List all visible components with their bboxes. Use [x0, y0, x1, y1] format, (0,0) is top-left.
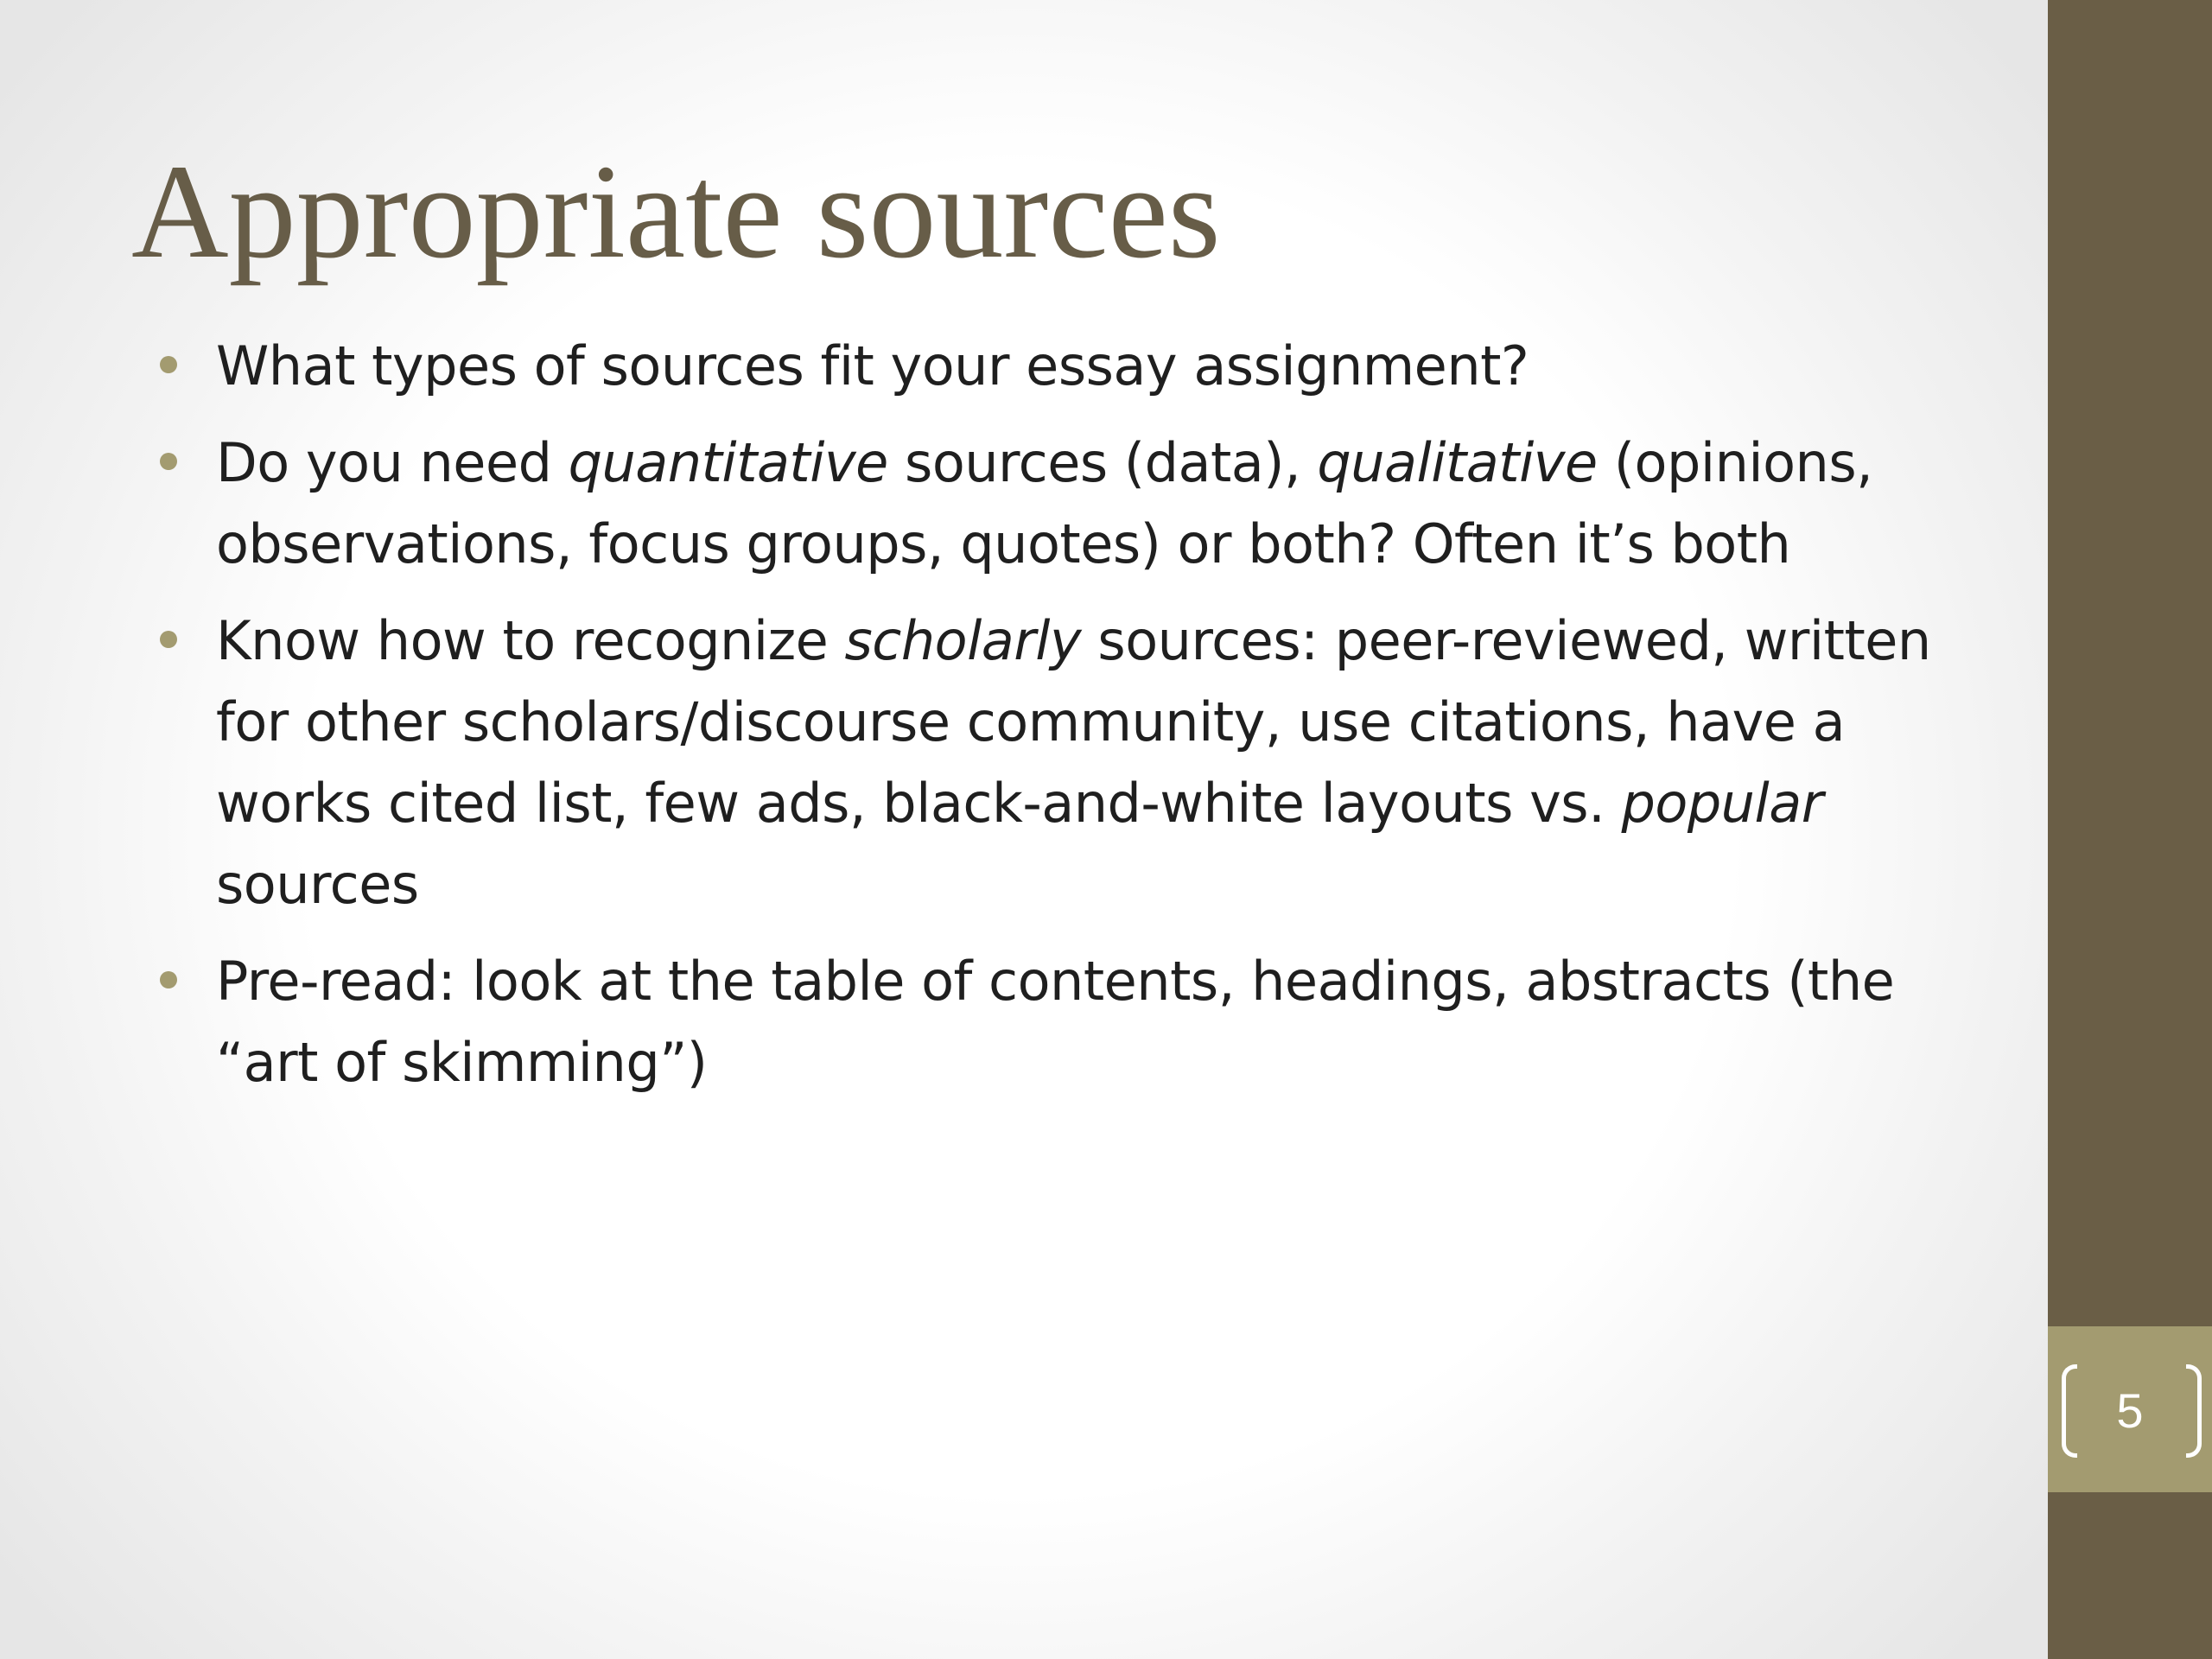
bullet-emphasis-popular: popular [1621, 772, 1823, 835]
bullet-text: sources: peer-reviewed, written for other scholars/discourse community, use citations, have a works cited list, few ads, black-and-white layouts vs. [216, 609, 1931, 835]
bullet-text: sources (data), [887, 431, 1318, 494]
bullet-emphasis-scholarly: scholarly [844, 609, 1082, 672]
bullet-item-scholarly-sources [160, 601, 1966, 925]
page-number-box [2048, 1326, 2212, 1492]
bullet-dot-icon [160, 971, 177, 988]
bullet-item-pre-read [160, 941, 1966, 1103]
bullet-emphasis-quantitative: quantitative [568, 431, 888, 494]
page-number: 5 [2116, 1383, 2144, 1438]
bullet-text: (opinions, observations, focus groups, quotes) or both? Often it’s both [216, 431, 1873, 575]
slide-title: Appropriate sources [131, 137, 1221, 286]
bullet-text: Pre-read: look at the table of contents, headings, abstracts (the “art of skimming”) [216, 950, 1895, 1094]
bullet-dot-icon [160, 356, 177, 373]
bullet-item-source-types [160, 326, 1966, 407]
bullet-text: Do you need [216, 431, 569, 494]
bullet-emphasis-qualitative: qualitative [1317, 431, 1598, 494]
bullet-dot-icon [160, 631, 177, 648]
bullet-text: Know how to recognize [216, 609, 845, 672]
bullet-item-quantitative-qualitative [160, 423, 1966, 585]
bullet-list [160, 326, 1966, 1119]
bullet-text: sources [216, 853, 419, 916]
bullet-dot-icon [160, 453, 177, 470]
bullet-text: What types of sources fit your essay assignment? [216, 334, 1529, 397]
